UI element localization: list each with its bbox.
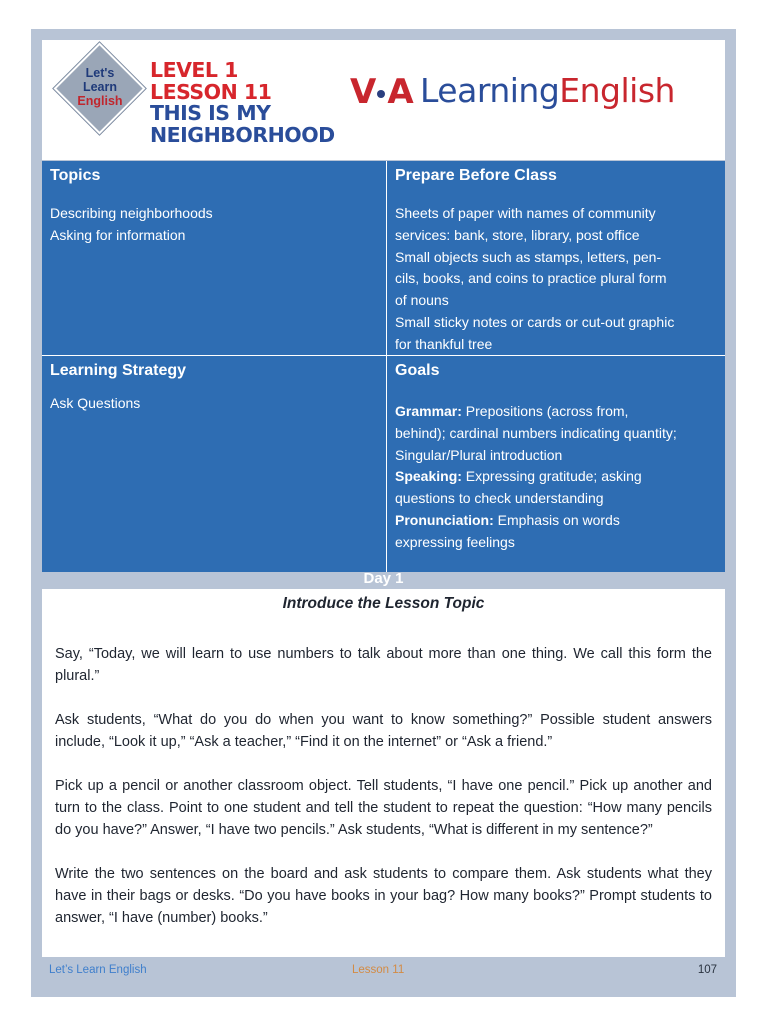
strategy-heading: Learning Strategy [50, 362, 187, 379]
goals-line: Singular/Plural introduction [395, 446, 563, 463]
footer-lesson: Lesson 11 [352, 964, 405, 976]
topics-heading: Topics [50, 167, 101, 184]
lesson-label: LESSON 11 [150, 79, 272, 104]
goals-line: behind); cardinal numbers indicating quantity; [395, 424, 677, 441]
prepare-line: services: bank, store, library, post office [395, 226, 640, 243]
prepare-heading: Prepare Before Class [395, 167, 557, 184]
lesson-title-line1: THIS IS MY [150, 101, 271, 125]
paragraph: Pick up a pencil or another classroom object. Tell students, “I have one pencil.” Pick up another and turn to the class. Point to one student and tell the student to repeat the question: “How many pencils do you have?” Answer, “I have two pencils.” Ask students, “What is different in my sentence?” [55, 778, 712, 838]
goals-line: expressing feelings [395, 533, 515, 550]
lesson-title-block [150, 60, 335, 146]
strategy-cell [42, 356, 386, 572]
prepare-line: Small objects such as stamps, letters, pen- [395, 248, 662, 265]
prepare-line: Sheets of paper with names of community [395, 205, 656, 221]
topics-item: Describing neighborhoods [50, 205, 213, 221]
lesson-overview-grid [42, 161, 725, 572]
learning-english-wordmark: LearningEnglish [420, 71, 675, 110]
paragraph: Ask students, “What do you do when you want to know something?” Possible student answers include, “Look it up,” “Ask a teacher,” “Find it on the internet” or “Ask a friend.” [55, 712, 712, 750]
prepare-cell [387, 161, 725, 355]
day-label: Day 1 [363, 570, 404, 587]
voa-logo: V A [350, 72, 413, 112]
paragraph: Write the two sentences on the board and ask students to compare them. Ask students what they have in their bags or desks. “Do you have books in your bag? How many books?” Prompt students to answer, “I have (number) books.” [55, 866, 712, 926]
strategy-item: Ask Questions [50, 395, 141, 411]
prepare-line: of nouns [395, 292, 449, 309]
goals-pronunciation: Pronunciation: Emphasis on words [395, 511, 620, 528]
goals-grammar: Grammar: Prepositions (across from, [395, 403, 629, 419]
prepare-line: for thankful tree [395, 335, 493, 352]
prepare-line: cils, books, and coins to practice plural form [395, 270, 667, 287]
lesson-title-line2: NEIGHBORHOOD [150, 122, 335, 147]
footer-series: Let’s Learn English [49, 964, 147, 976]
section-heading: Introduce the Lesson Topic [282, 595, 485, 612]
page-footer [42, 960, 725, 980]
goals-line: questions to check understanding [395, 490, 604, 507]
goals-heading: Goals [395, 362, 440, 379]
logo-text: Let's Learn English [77, 66, 123, 108]
goals-cell [387, 356, 725, 572]
topics-cell [42, 161, 386, 355]
lesson-content [42, 589, 725, 957]
goals-speaking: Speaking: Expressing gratitude; asking [395, 468, 642, 485]
paragraph: Say, “Today, we will learn to use numbers to talk about more than one thing. We call this form the plural.” [55, 646, 712, 684]
level-label: LEVEL 1 [150, 58, 238, 82]
page-number: 107 [697, 964, 717, 976]
prepare-line: Small sticky notes or cards or cut-out graphic [395, 313, 675, 330]
topics-item: Asking for information [50, 226, 186, 243]
